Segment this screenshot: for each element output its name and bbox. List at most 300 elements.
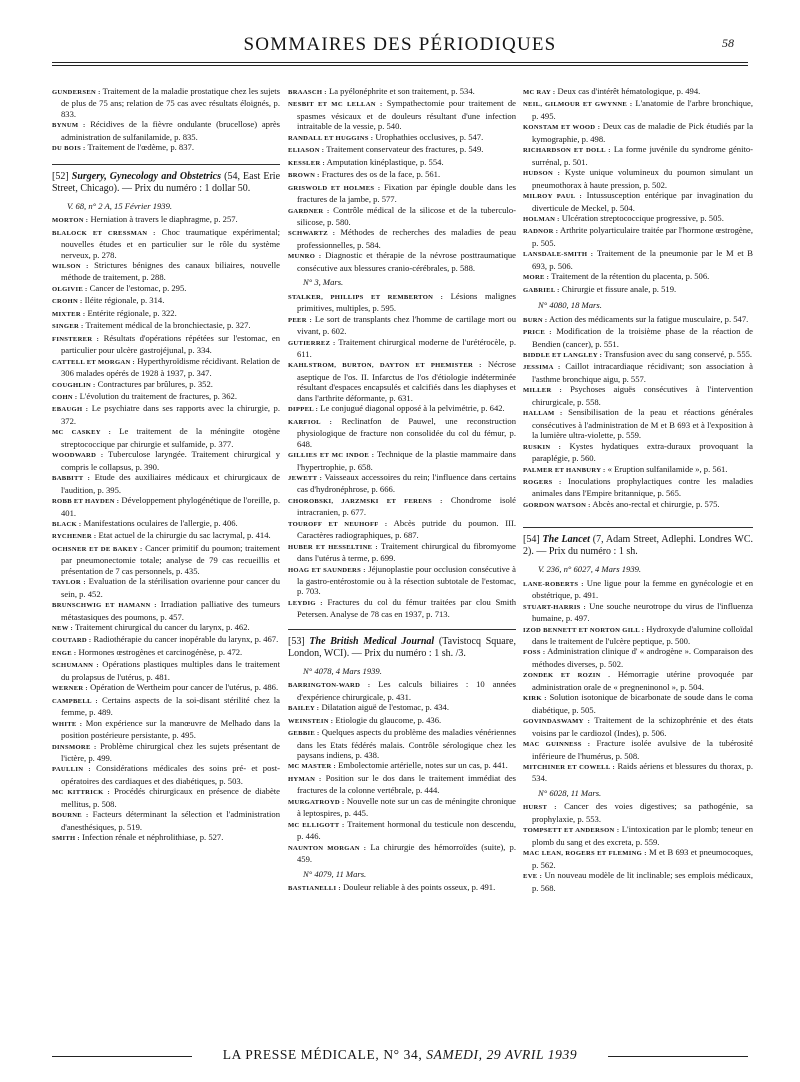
article-entry (523, 284, 753, 296)
article-author: GUNDERSEN : (52, 89, 101, 96)
article-entry (52, 682, 280, 694)
article-entry (288, 472, 516, 495)
section-title: The British Medical Journal (309, 635, 435, 647)
article-entry (52, 634, 280, 646)
article-entry (523, 167, 753, 190)
article-title: Procédés chirurgicaux en présence de diabète mellitus, p. 508. (61, 786, 280, 809)
article-title: Traitement conservateur des fractures, p. 549. (324, 144, 484, 155)
article-entry (523, 326, 753, 349)
article-title: Traitement de la maladie prostatique chez les sujets de plus de 75 ans; relation de 75 cas avec résultats éloignés, p. 833. (61, 86, 280, 119)
entry-list (523, 801, 753, 893)
article-author: HURST : (523, 804, 557, 812)
article-entry (288, 796, 516, 819)
article-author: BASTIANELLI : (288, 885, 341, 892)
article-title: Choc traumatique expérimental; nouvelles études et en particulier sur le rôle du système nerveux, p. 278. (61, 226, 280, 260)
entry-list (288, 882, 516, 894)
article-author: GRISWOLD ET HOLMES : (288, 184, 381, 192)
article-title: Contrôle médical de la silicose et de la tuberculo-silicose, p. 580. (297, 204, 517, 227)
article-title: M et B 693 et pneumocoques, p. 562. (532, 847, 753, 870)
article-title: Récidives de la fièvre ondulante (brucellose) après administration de sulfanilamide, p. 835. (61, 119, 280, 142)
article-author: MAC GUINNESS : (523, 741, 591, 749)
article-title: Considérations médicales des soins pré- et post-opératoires des cardiaques et des diabétiques, p. 503. (61, 763, 280, 786)
article-entry (523, 213, 753, 225)
article-author: OCHSNER ET DE BAKEY : (52, 545, 143, 553)
article-title: Embolectomie artérielle, notes sur un cas, p. 441. (336, 760, 508, 771)
article-author: MIXTER : (52, 310, 86, 318)
article-entry (52, 403, 280, 426)
article-author: MURGATROYD : (288, 798, 345, 806)
article-author: TOMPSETT ET ANDERSON : (523, 827, 620, 835)
footer-date: SAMEDI, 29 AVRIL 1939 (426, 1047, 578, 1062)
article-title: Traitement hormonal du testicule non descendu, p. 446. (297, 818, 517, 842)
article-entry (288, 715, 516, 727)
article-entry (52, 472, 280, 495)
article-author: KAHLSTROM, BURTON, DAYTON ET PHEMISTER : (288, 362, 482, 370)
article-entry (52, 659, 280, 682)
section-heading-52 (52, 164, 280, 195)
article-entry (288, 250, 516, 273)
article-author: RADNOR : (523, 228, 559, 236)
entry-list (288, 86, 516, 273)
article-author: FOSS : (523, 649, 546, 657)
article-entry (52, 763, 280, 786)
article-title: Radiothérapie du cancer inopérable du larynx, p. 467. (91, 634, 279, 645)
article-title: Administration clinique d' « androgène ». Comparaison des méthodes diverses, p. 502. (532, 646, 754, 669)
article-author: MORTON : (52, 217, 89, 225)
article-title: Etiologie du glaucome, p. 436. (333, 714, 442, 725)
article-author: BRAASCH : (288, 89, 327, 96)
article-entry (523, 98, 753, 121)
article-title: Infection rénale et néphrolithiase, p. 527. (79, 832, 224, 843)
article-author: MORE : (523, 274, 550, 282)
article-title: Le traitement de la méningite otogène streptococcique par chirurgie et sulfamide, p. 377. (61, 426, 280, 449)
article-author: KONSTAM ET WOOD : (523, 124, 601, 132)
article-entry (52, 86, 280, 119)
section-title: The Lancet (542, 534, 590, 546)
section-title: Surgery, Gynecology and Obstetrics (71, 170, 221, 182)
section-details: (54, East Erie Street, Chicago). — Prix du numéro : 1 dollar 50. (52, 170, 281, 194)
article-author: BLACK : (52, 520, 82, 528)
article-entry (52, 283, 280, 295)
article-author: BAILEY : (288, 705, 320, 713)
article-author: GORDON WATSON : (523, 501, 591, 509)
article-title: Abcès ano-rectal et chirurgie, p. 575. (590, 498, 720, 509)
article-entry (288, 98, 516, 131)
article-title: Douleur reliable à des points osseux, p. 491. (340, 882, 496, 892)
article-title: Urophathies occlusives, p. 547. (373, 131, 484, 142)
article-author: EVE : (523, 873, 543, 881)
article-title: Nécrose aseptique de l'os. II. Infarctus de l'os d'étiologie indéterminée résultant d'espaces encapsulés et calcifiés dans les diaphyses et dans l'arthrite déformante, p. 631. (297, 359, 516, 403)
article-author: SINGER : (52, 323, 84, 331)
article-entry (523, 847, 753, 870)
article-author: SMITH : (52, 835, 80, 843)
article-entry (523, 248, 753, 271)
article-author: ROGERS : (523, 478, 562, 486)
section-heading-53 (288, 629, 516, 660)
article-entry (523, 738, 753, 761)
article-entry (288, 359, 516, 403)
article-author: WILSON : (52, 262, 89, 270)
article-title: Traitement de la pneumonie par le M et B 693, p. 506. (532, 248, 753, 271)
article-title: Deux cas d'intérêt hématologique, p. 494. (555, 86, 701, 96)
article-entry (288, 773, 516, 796)
article-author: ENGE : (52, 649, 77, 657)
article-author: MITCHINER ET COWELL : (523, 764, 615, 772)
article-title: Etat actuel de la chirurgie du sac lacrymal, p. 414. (96, 530, 271, 541)
entry-list (288, 291, 516, 620)
article-entry (288, 541, 516, 564)
column-3 (523, 86, 753, 893)
article-entry (52, 718, 280, 741)
article-author: RICHARDSON ET DOLL : (523, 147, 611, 155)
article-entry (52, 576, 280, 599)
article-title: Certains aspects de la soi-disant stérilité chez la femme, p. 489. (61, 694, 280, 718)
article-title: Opération de Wertheim pour cancer de l'utérus, p. 486. (87, 682, 279, 693)
article-author: MUNRO : (288, 253, 322, 261)
article-title: Traitement de la schizophrénie et des états voisins par le cardiozol (Indes), p. 506. (532, 715, 753, 738)
article-title: Hyperthyroïdisme récidivant. Relation de 306 malades opérés de 1928 à 1937, p. 347. (61, 355, 280, 379)
article-author: BOURNE : (52, 812, 89, 820)
footer-journal: LA PRESSE MÉDICALE, (222, 1047, 380, 1062)
article-author: CATTELL ET MORGAN : (52, 358, 136, 366)
article-entry (52, 809, 280, 832)
article-entry (288, 227, 516, 250)
article-author: BYNUM : (52, 122, 86, 130)
article-entry (52, 227, 280, 260)
article-entry (288, 144, 516, 156)
issue-line: V. 236, n° 6027, 4 Mars 1939. (538, 564, 642, 575)
article-author: PRICE : (523, 329, 552, 337)
article-author: RYCHENER : (52, 533, 97, 541)
article-title: Strictures bénignes des canaux biliaires, nouvelle méthode de traitement, p. 288. (61, 259, 280, 283)
article-entry (52, 214, 280, 226)
issue-line: N° 4079, 11 Mars. (303, 868, 367, 879)
article-entry (523, 464, 753, 476)
article-title: Entérite régionale, p. 322. (85, 307, 177, 318)
entry-list (523, 578, 753, 784)
section-number: [54] (523, 534, 540, 546)
article-author: CAMPBELL : (52, 697, 98, 705)
article-author: ROBB ET HAYDEN : (52, 498, 120, 506)
article-entry (52, 426, 280, 449)
article-entry (52, 320, 280, 332)
article-author: BROWN : (288, 172, 320, 180)
article-entry (523, 144, 753, 167)
article-entry (288, 86, 516, 98)
section-heading-54 (523, 527, 753, 558)
article-entry (523, 669, 753, 692)
article-entry (523, 314, 753, 326)
article-title: Lésions malignes primitives, multiples, p. 595. (297, 290, 516, 314)
article-author: HUBER ET HESSELTINE : (288, 543, 378, 551)
article-entry (52, 356, 280, 379)
article-author: BARRINGTON-WARD : (288, 682, 371, 690)
issue-line: N° 3, Mars. (303, 277, 344, 288)
article-entry (523, 384, 753, 407)
article-entry (52, 543, 280, 576)
article-entry (52, 695, 280, 718)
article-author: BURN : (523, 316, 548, 324)
article-author: HOLMAN : (523, 215, 560, 223)
article-title: Méthodes de recherches des maladies de peau professionnelles, p. 584. (297, 227, 516, 250)
article-author: BLALOCK ET CRESSMAN : (52, 229, 156, 237)
article-title: L'intoxication par le plomb; teneur en plomb du sang et des excreta, p. 559. (532, 824, 753, 847)
article-title: Le conjugué diagonal opposé à la pelvimétrie, p. 642. (318, 403, 505, 414)
article-author: GILLIES ET MC INDOE : (288, 452, 375, 460)
article-author: KIRK : (523, 695, 547, 703)
article-title: Une souche neurotrope du virus de l'influenza humaine, p. 497. (532, 600, 753, 624)
article-title: Opérations plastiques multiples dans le traitement du prolapsus de l'utérus, p. 481. (61, 659, 280, 682)
article-author: WOODWARD : (52, 452, 104, 460)
article-author: CROHN : (52, 298, 83, 306)
article-title: Traitement médical de la bronchiectasie, p. 327. (83, 320, 251, 331)
article-title: Tuberculose laryngée. Traitement chirurgical y compris le collapsus, p. 390. (61, 449, 281, 472)
article-entry (288, 182, 516, 205)
article-title: Ulcération streptococcique progressive, p. 505. (559, 212, 724, 223)
entry-list (52, 86, 280, 155)
article-title: Vaisseaux accessoires du rein; l'influence dans certains cas d'hydronéphrose, p. 666. (297, 471, 516, 495)
entry-list (52, 214, 280, 844)
article-title: Irradiation palliative des tumeurs métastasiques des poumons, p. 457. (61, 599, 280, 622)
article-entry (523, 646, 753, 669)
article-title: Hydroxyde d'alumine colloïdal dans le traitement de l'ulcère peptique, p. 500. (532, 623, 753, 647)
article-author: LANSDALE-SMITH : (523, 251, 594, 259)
entry-list (523, 314, 753, 512)
article-title: Arthrite polyarticulaire traitée par l'hormone œstrogène, p. 505. (532, 225, 753, 248)
article-title: Chondrome isolé intracranien, p. 677. (297, 494, 516, 518)
article-author: OLGIVIE : (52, 285, 88, 293)
article-author: MC CASKEY : (52, 429, 112, 437)
article-author: TAYLOR : (52, 579, 86, 587)
issue-line: N° 6028, 11 Mars. (538, 787, 602, 798)
article-title: La chirurgie des hémorroïdes (suite), p. 459. (297, 841, 516, 865)
article-entry (523, 499, 753, 511)
article-title: Herniation à travers le diaphragme, p. 257. (88, 214, 238, 225)
article-entry (288, 449, 516, 472)
article-entry (523, 86, 753, 98)
article-author: LANE-ROBERTS : (523, 580, 584, 588)
article-entry (523, 801, 753, 824)
article-author: EBAUGH : (52, 406, 89, 414)
article-entry (52, 308, 280, 320)
article-author: MC MASTER : (288, 763, 336, 771)
article-author: GABRIEL : (523, 286, 560, 294)
article-author: HALLAM : (523, 410, 563, 418)
article-entry (523, 361, 753, 384)
article-entry (523, 190, 753, 213)
article-author: BABBITT : (52, 475, 91, 483)
article-author: BRUNSCHWIG ET HAMANN : (52, 602, 157, 610)
article-entry (52, 647, 280, 659)
article-entry (523, 578, 753, 601)
article-author: HYMAN : (288, 775, 322, 783)
article-entry (288, 842, 516, 865)
article-author: MAC LEAN, ROGERS ET FLEMING : (523, 850, 647, 858)
article-author: COUTARD : (52, 637, 92, 645)
article-author: WERNER : (52, 685, 88, 693)
issue-line: N° 4080, 18 Mars. (538, 300, 602, 311)
article-author: FINSTERER : (52, 335, 100, 343)
article-title: Chirurgie et fissure anale, p. 519. (559, 283, 677, 294)
article-entry (52, 142, 280, 154)
article-entry (288, 882, 516, 894)
article-author: PALMER ET HANBURY : (523, 466, 606, 474)
article-author: BIDDLE ET LANGLEY : (523, 351, 603, 359)
article-author: NESBIT ET MC LELLAN : (288, 101, 383, 109)
article-author: GARDNER : (288, 207, 330, 215)
article-title: Cancer primitif du poumon; traitement par pneumonectomie totale; analyse de 79 cas recueillis et présentation de 7 cas personnels, p. 435. (61, 542, 280, 576)
article-entry (523, 271, 753, 283)
article-title: L'anatomie de l'arbre bronchique, p. 495. (532, 98, 753, 121)
article-author: COHN : (52, 393, 78, 401)
article-entry (288, 416, 516, 449)
issue-line: N° 4078, 4 Mars 1939. (303, 665, 382, 676)
article-entry (523, 349, 753, 361)
article-entry (288, 157, 516, 169)
article-author: TOUROFF ET NEUHOFF : (288, 520, 388, 528)
article-title: Kyste unique volumineux du poumon simulant un pneumothorax à haute pression, p. 502. (532, 167, 753, 190)
article-author: MC KITTRICK : (52, 789, 110, 797)
article-author: ELIASON : (288, 147, 325, 155)
entry-list (523, 86, 753, 296)
article-entry (523, 601, 753, 624)
article-title: Psychoses aiguës consécutives à l'intervention chirurgicale, p. 558. (532, 384, 753, 407)
article-title: Résultats d'opérations répétées sur l'estomac, en particulier pour ulcère gastrojéjunal, p. 334. (61, 332, 281, 356)
article-entry (52, 622, 280, 634)
article-title: Intussusception entérique par invagination du diverticule de Meckel, p. 504. (532, 190, 753, 213)
article-title: Le psychiatre dans ses rapports avec la chirurgie, p. 372. (61, 403, 280, 426)
footer (0, 1047, 800, 1063)
article-title: Diagnostic et thérapie de la névrose posttraumatique consécutive aux blessures cranio-cérébrales, p. 588. (297, 250, 516, 273)
article-entry (288, 132, 516, 144)
article-author: IZOD BENNETT ET NORTON GILL : (523, 626, 645, 634)
article-author: HOAG ET SAUNDERS : (288, 566, 366, 574)
article-author: MILROY PAUL : (523, 193, 582, 201)
article-author: ZONDEK ET ROZIN . (523, 672, 611, 680)
article-title: Traitement de l'œdème, p. 837. (85, 142, 194, 153)
article-entry (52, 379, 280, 391)
article-author: GEBBIE : (288, 730, 320, 738)
footer-number: N° 34, (383, 1047, 423, 1062)
article-title: Traitement chirurgical moderne de l'urétérocèle, p. 611. (297, 336, 516, 359)
article-title: Action des médicaments sur la fatigue musculaire, p. 547. (547, 313, 749, 324)
article-author: SCHWARTZ : (288, 230, 336, 238)
article-title: Manifestations oculaires de l'allergie, p. 406. (81, 517, 238, 528)
article-title: « Eruption sulfanilamide », p. 561. (605, 463, 728, 474)
issue-line: V. 68, n° 2 A, 15 Février 1939. (67, 200, 173, 211)
article-entry (288, 597, 516, 620)
article-title: Fractures du col du fémur traitées par clou Smith Petersen. Analyse de 78 cas en 1937, p. 713. (297, 596, 516, 620)
article-author: STALKER, PHILLIPS ET REMBERTON : (288, 293, 444, 301)
article-title: Deux cas de maladie de Pick étudiés par la kymographie, p. 498. (532, 121, 754, 144)
article-entry (288, 495, 516, 518)
article-title: Jéjunoplastie pour occlusion consécutive à la gastro-entérostomie ou à la résection subtotale de l'estomac, p. 703. (297, 563, 516, 597)
column-1 (52, 86, 280, 845)
article-author: JESSIMA : (523, 364, 561, 372)
article-entry (288, 679, 516, 702)
article-entry (523, 824, 753, 847)
article-entry (52, 832, 280, 844)
article-entry (288, 403, 516, 415)
article-entry (288, 314, 516, 337)
article-entry (523, 476, 753, 499)
article-entry (288, 205, 516, 228)
article-author: LEYDIG : (288, 599, 323, 607)
article-author: KARFIOL : (288, 418, 333, 426)
article-entry (523, 121, 753, 144)
article-entry (288, 291, 516, 314)
article-author: WHITE : (52, 720, 83, 728)
article-author: PAULLIN : (52, 766, 91, 774)
article-title: Mon expérience sur la manœuvre de Melhado dans la position postérieure persistante, p. 495. (61, 717, 281, 741)
article-entry (523, 761, 753, 784)
article-author: MC ELLIGOTT : (288, 821, 345, 829)
article-entry (523, 715, 753, 738)
article-entry (52, 495, 280, 518)
article-entry (52, 786, 280, 809)
article-entry (523, 407, 753, 440)
entry-list (288, 679, 516, 864)
article-title: Développement phylogénétique de l'oreille, p. 401. (61, 495, 281, 518)
article-title: Une ligue pour la femme en gynécologie et en obstétrique, p. 491. (532, 577, 753, 601)
article-title: Les calculs biliaires : 10 années d'expérience chirurgicale, p. 431. (297, 679, 516, 702)
article-entry (288, 727, 516, 760)
article-entry (288, 169, 516, 181)
article-title: Iléite régionale, p. 314. (82, 295, 165, 306)
article-author: JEWETT : (288, 474, 323, 482)
article-author: WEINSTEIN : (288, 717, 334, 725)
article-entry (52, 119, 280, 142)
article-author: DIPPEL : (288, 406, 319, 414)
article-title: Reclinatfon de Pauwel, une reconstruction physiologique de fracture non consolidée du col du fémur, p. 648. (297, 415, 516, 449)
article-title: La pyélonéphrite et son traitement, p. 534. (326, 86, 475, 96)
section-details: (Tavistocq Square, London, WCI). — Prix du numéro : 1 sh. /3. (288, 635, 516, 659)
article-title: Raids aériens et blessures du thorax, p. 534. (532, 761, 754, 784)
article-author: DU BOIS : (52, 145, 86, 153)
article-entry (523, 225, 753, 248)
article-title: Kystes hydatiques extra-duraux provoquant la paraplégie, p. 560. (532, 440, 753, 464)
article-title: Le sort de transplants chez l'homme de cartilage mort ou vivant, p. 602. (297, 313, 517, 337)
section-number: [53] (288, 635, 305, 647)
article-entry (52, 295, 280, 307)
article-entry (288, 819, 516, 842)
article-author: HUDSON : (523, 170, 561, 178)
page-number: 58 (722, 36, 734, 50)
article-author: NEIL, GILMOUR ET GWYNNE : (523, 101, 633, 109)
article-title: Abcès putride du poumon. III. Caractères radiographiques, p. 687. (297, 517, 516, 541)
article-title: Sensibilisation de la peau et réactions générales consécutives à l'administration de M et B 693 et à l'exposition à la lumière ultra-violette, p. 559. (532, 407, 753, 441)
article-title: Contractures par brûlures, p. 352. (95, 378, 213, 389)
article-author: MC RAY : (523, 89, 556, 96)
article-author: PEER : (288, 316, 312, 324)
article-author: NEW : (52, 625, 73, 633)
article-title: Traitement chirurgical du fibromyome dans l'utérus à terme, p. 699. (297, 540, 516, 564)
article-entry (523, 624, 753, 647)
article-author: GUTIERREZ : (288, 339, 336, 347)
article-title: La forme juvénile du syndrome génito-surrénal, p. 501. (532, 144, 754, 167)
article-title: Hémorragie utérine provoquée par administration orale de « pregneninonol », p. 504. (532, 669, 753, 692)
article-title: Nouvelle note sur un cas de méningite chronique à leptospires, p. 445. (297, 795, 516, 819)
article-author: STUART-HARRIS : (523, 603, 587, 611)
article-title: Fixation par épingle double dans les fractures de la jambe, p. 577. (297, 181, 516, 205)
article-entry (52, 599, 280, 622)
page-title: SOMMAIRES DES PÉRIODIQUES (243, 34, 557, 55)
article-title: Position sur le dos dans le traitement immédiat des fractures de la colonne vertébrale, p. 444. (297, 772, 516, 796)
article-title: Hormones œstrogènes et carcinogénèse, p. 472. (76, 646, 243, 657)
article-entry (523, 692, 753, 715)
article-title: Transfusion avec du sang conservé, p. 555. (602, 348, 753, 359)
article-author: DINSMORE : (52, 743, 97, 751)
